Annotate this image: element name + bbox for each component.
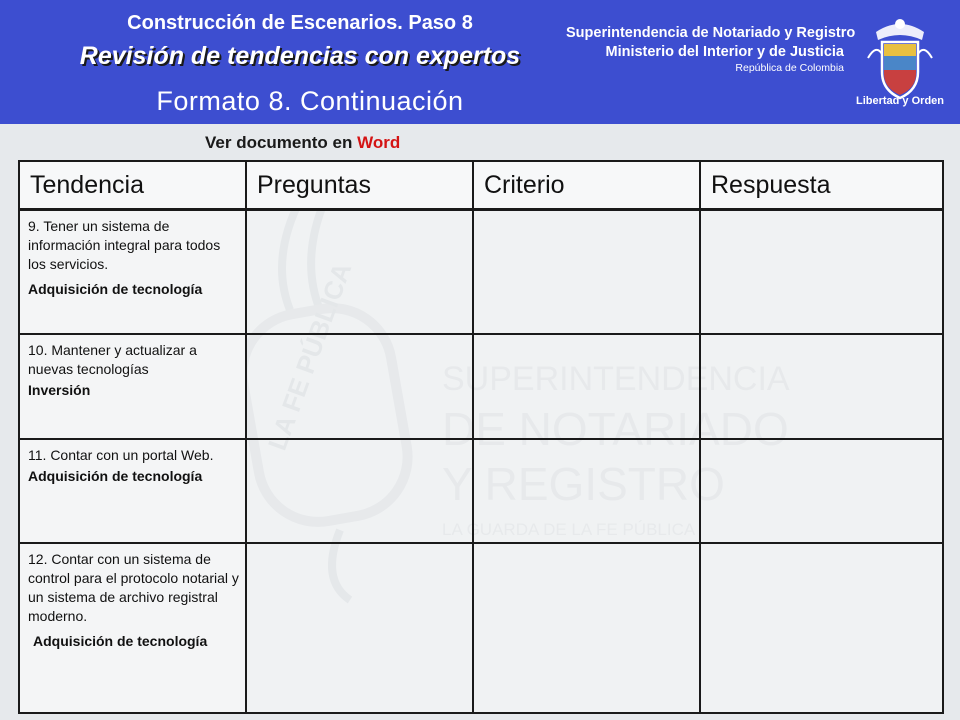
criterio-cell[interactable] — [473, 439, 700, 543]
trend-category: Adquisición de tecnología — [33, 632, 208, 649]
coat-of-arms-icon — [862, 14, 938, 108]
trend-cell — [19, 334, 246, 439]
trend-cell — [19, 210, 246, 334]
preguntas-cell[interactable] — [246, 210, 473, 334]
review-title: Revisión de tendencias con expertos — [79, 42, 521, 70]
word-link-prefix: Ver documento en — [205, 133, 358, 152]
word-link[interactable]: Word — [357, 133, 401, 152]
trend-description: 11. Contar con un portal Web. — [28, 446, 214, 463]
step-title: Construcción de Escenarios. Paso 8 — [127, 12, 473, 34]
trend-category: Inversión — [28, 381, 91, 398]
criterio-cell[interactable] — [473, 334, 700, 439]
ministry-name: Ministerio del Interior y de Justicia — [605, 44, 844, 60]
trends-table — [18, 160, 944, 714]
header-banner — [0, 0, 960, 124]
column-header-respuesta: Respuesta — [700, 161, 943, 210]
table-row — [19, 439, 943, 543]
trend-description: 10. Mantener y actualizar a nuevas tecnologías — [28, 341, 197, 377]
criterio-cell[interactable] — [473, 543, 700, 713]
org-name: Superintendencia de Notariado y Registro — [566, 25, 856, 41]
trend-cell — [19, 543, 246, 713]
trend-description: 9. Tener un sistema de información integral para todos los servicios. — [28, 218, 221, 272]
trend-cell — [19, 439, 246, 543]
table-header-row — [19, 161, 943, 210]
column-header-preguntas: Preguntas — [246, 161, 473, 210]
title-block — [0, 0, 600, 124]
criterio-cell[interactable] — [473, 210, 700, 334]
respuesta-cell[interactable] — [700, 543, 943, 713]
respuesta-cell[interactable] — [700, 334, 943, 439]
table-row — [19, 210, 943, 334]
seal-motto: Libertad y Orden — [855, 95, 945, 107]
table-row — [19, 543, 943, 713]
trend-category: Adquisición de tecnología — [28, 467, 203, 484]
preguntas-cell[interactable] — [246, 439, 473, 543]
word-link-line — [205, 133, 400, 153]
respuesta-cell[interactable] — [700, 439, 943, 543]
organization-block — [566, 25, 856, 74]
respuesta-cell[interactable] — [700, 210, 943, 334]
format-title: Formato 8. Continuación — [156, 86, 464, 116]
country-name: República de Colombia — [735, 62, 844, 74]
trend-category: Adquisición de tecnología — [28, 281, 203, 297]
column-header-criterio: Criterio — [473, 161, 700, 210]
trend-description: 12. Contar con un sistema de control para el protocolo notarial y un sistema de archivo registral moderno. — [28, 550, 239, 624]
column-header-tendencia: Tendencia — [19, 161, 246, 210]
preguntas-cell[interactable] — [246, 334, 473, 439]
table-row — [19, 334, 943, 439]
preguntas-cell[interactable] — [246, 543, 473, 713]
